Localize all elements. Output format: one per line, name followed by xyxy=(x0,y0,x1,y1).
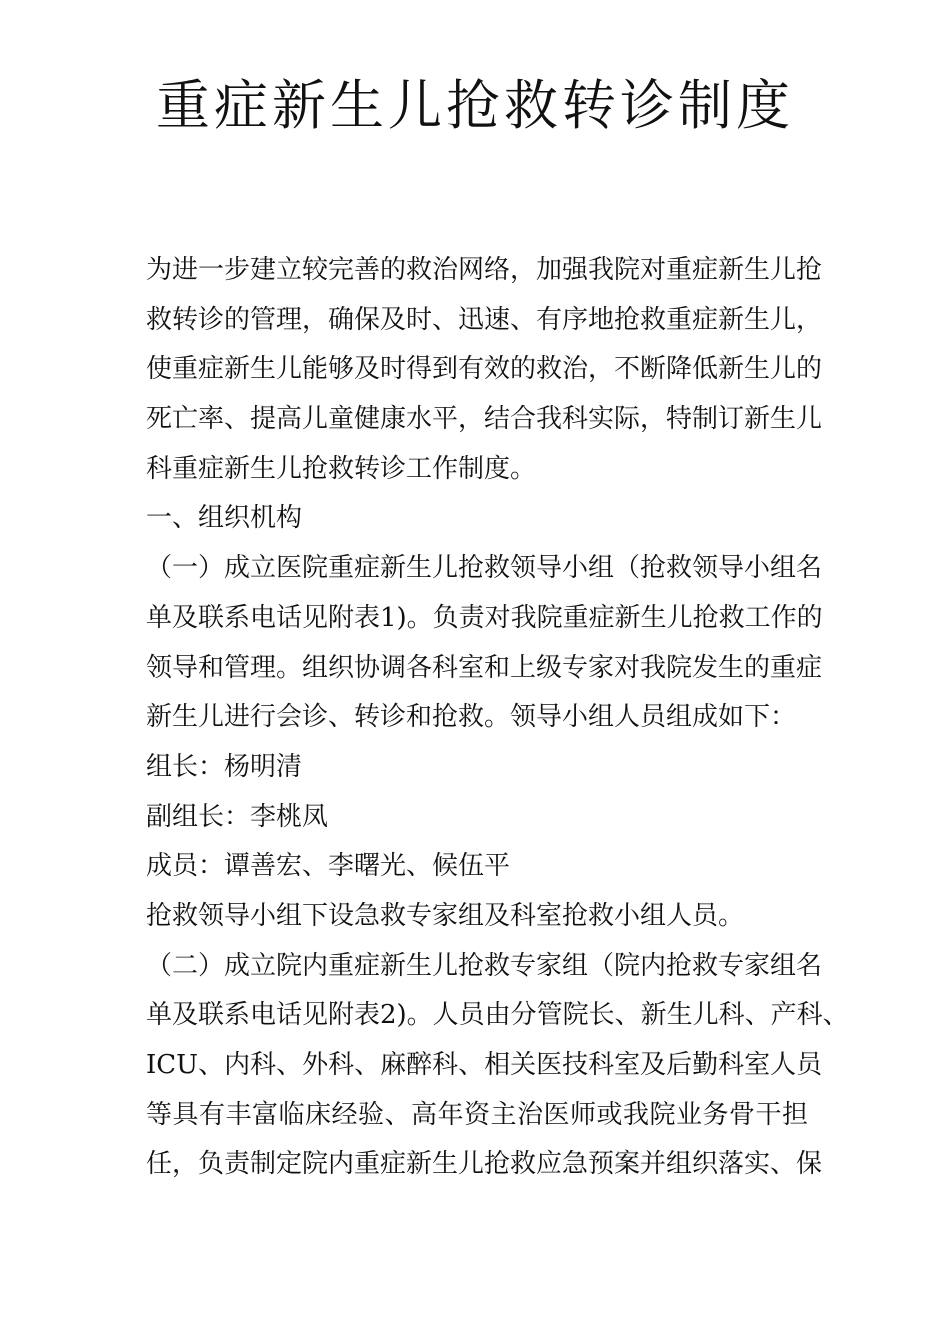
paragraph-line: 一、组织机构 xyxy=(146,503,303,534)
paragraph-line: （二）成立院内重症新生儿抢救专家组（院内抢救专家组名 xyxy=(146,950,823,981)
document-body xyxy=(146,246,849,1190)
paragraph-line: 副组长：李桃凤 xyxy=(146,801,329,832)
paragraph-line: （一）成立医院重症新生儿抢救领导小组（抢救领导小组名 xyxy=(146,553,823,584)
paragraph-line: ICU、内科、外科、麻醉科、相关医技科室及后勤科室人员 xyxy=(146,1050,823,1080)
paragraph-line: 新生儿进行会诊、转诊和抢救。领导小组人员组成如下： xyxy=(146,702,797,733)
paragraph-line: 等具有丰富临床经验、高年资主治医师或我院业务骨干担 xyxy=(146,1099,808,1130)
paragraph-line: 抢救领导小组下设急救专家组及科室抢救小组人员。 xyxy=(146,900,745,931)
paragraph-line: 死亡率、提高儿童健康水平，结合我科实际，特制订新生儿 xyxy=(146,404,823,435)
document-title: 重症新生儿抢救转诊制度 xyxy=(156,74,794,137)
paragraph-line: 任，负责制定院内重症新生儿抢救应急预案并组织落实、保 xyxy=(146,1149,823,1180)
paragraph-line: 使重症新生儿能够及时得到有效的救治，不断降低新生儿的 xyxy=(146,354,823,385)
paragraph-line: 领导和管理。组织协调各科室和上级专家对我院发生的重症 xyxy=(146,652,823,683)
paragraph-line: 为进一步建立较完善的救治网络，加强我院对重症新生儿抢 xyxy=(146,255,823,285)
paragraph-line: 单及联系电话见附表2)。人员由分管院长、新生儿科、产科、 xyxy=(146,1000,849,1031)
paragraph-line: 单及联系电话见附表1)。负责对我院重症新生儿抢救工作的 xyxy=(146,602,823,633)
paragraph-line: 救转诊的管理，确保及时、迅速、有序地抢救重症新生儿， xyxy=(146,304,823,335)
paragraph-line: 组长：杨明清 xyxy=(146,751,303,782)
paragraph-line: 科重症新生儿抢救转诊工作制度。 xyxy=(146,453,537,484)
paragraph-line: 成员：谭善宏、李曙光、候伍平 xyxy=(146,851,511,882)
